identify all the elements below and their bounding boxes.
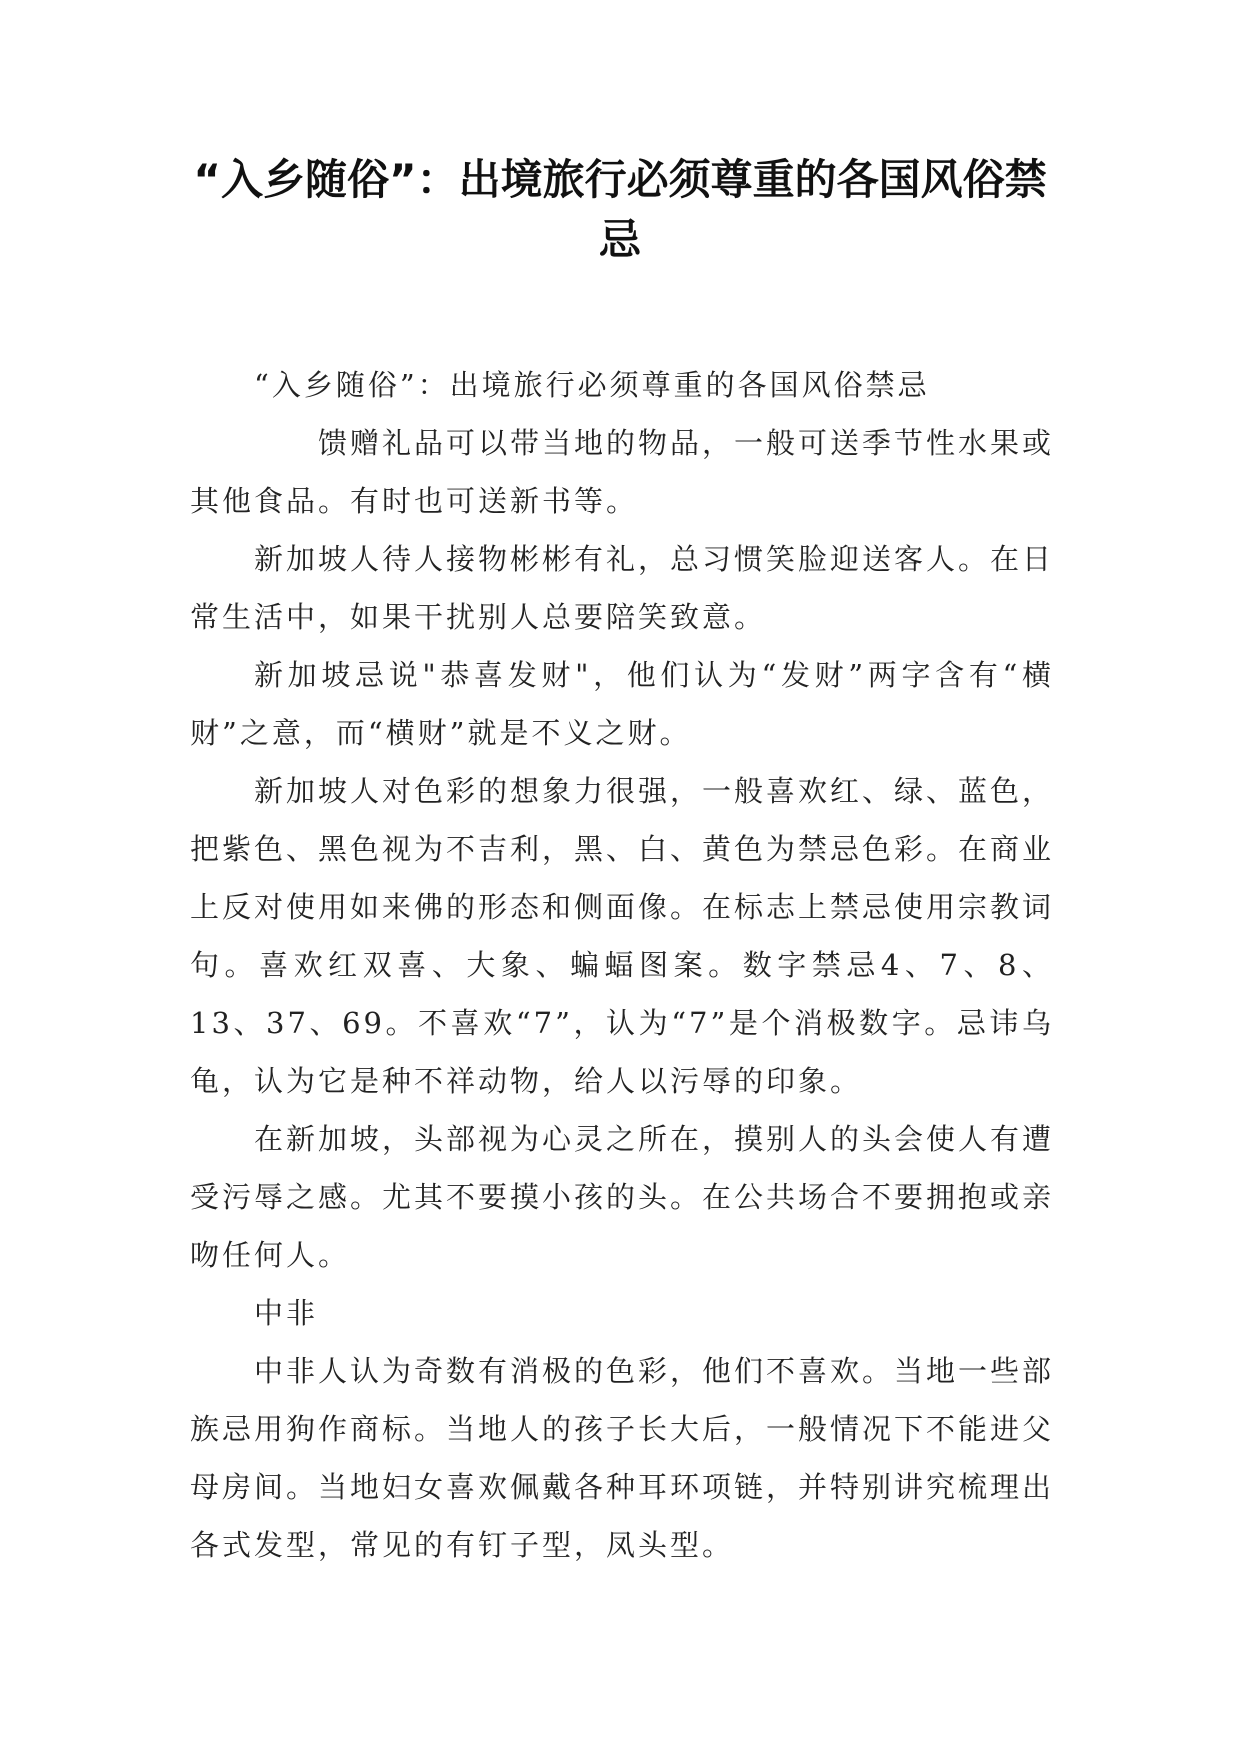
paragraph-gifts: 馈赠礼品可以带当地的物品，一般可送季节性水果或其他食品。有时也可送新书等。 [190, 426, 1055, 518]
paragraph-etiquette: 新加坡人待人接物彬彬有礼，总习惯笑脸迎送客人。在日常生活中，如果干扰别人总要陪笑致意。 [190, 542, 1055, 634]
paragraph-colors-numbers: 新加坡人对色彩的想象力很强，一般喜欢红、绿、蓝色，把紫色、黑色视为不吉利，黑、白、黄色为禁忌色彩。在商业上反对使用如来佛的形态和侧面像。在标志上禁忌使用宗教词句。喜欢红双喜、大象、蝙蝠图案。数字禁忌4、7、8、13、37、69。不喜欢“7”，认为“7”是个消极数字。忌讳乌龟，认为它是种不祥动物，给人以污辱的印象。 [190, 774, 1055, 1098]
paragraph-head-taboo: 在新加坡，头部视为心灵之所在，摸别人的头会使人有遭受污辱之感。尤其不要摸小孩的头。在公共场合不要拥抱或亲吻任何人。 [190, 1122, 1055, 1272]
section-heading-central-africa: 中非 [254, 1296, 319, 1330]
paragraph-central-africa: 中非人认为奇数有消极的色彩，他们不喜欢。当地一些部族忌用狗作商标。当地人的孩子长大后，一般情况下不能进父母房间。当地妇女喜欢佩戴各种耳环项链，并特别讲究梳理出各式发型，常见的有钉子型，凤头型。 [190, 1354, 1055, 1562]
document-title: “入乡随俗”：出境旅行必须尊重的各国风俗禁忌 [193, 155, 1047, 264]
document-body [190, 356, 1054, 1574]
paragraph-subtitle: “入乡随俗”：出境旅行必须尊重的各国风俗禁忌 [254, 368, 930, 402]
paragraph-taboo-words: 新加坡忌说"恭喜发财"，他们认为“发财”两字含有“横财”之意，而“横财”就是不义之财。 [190, 658, 1054, 750]
